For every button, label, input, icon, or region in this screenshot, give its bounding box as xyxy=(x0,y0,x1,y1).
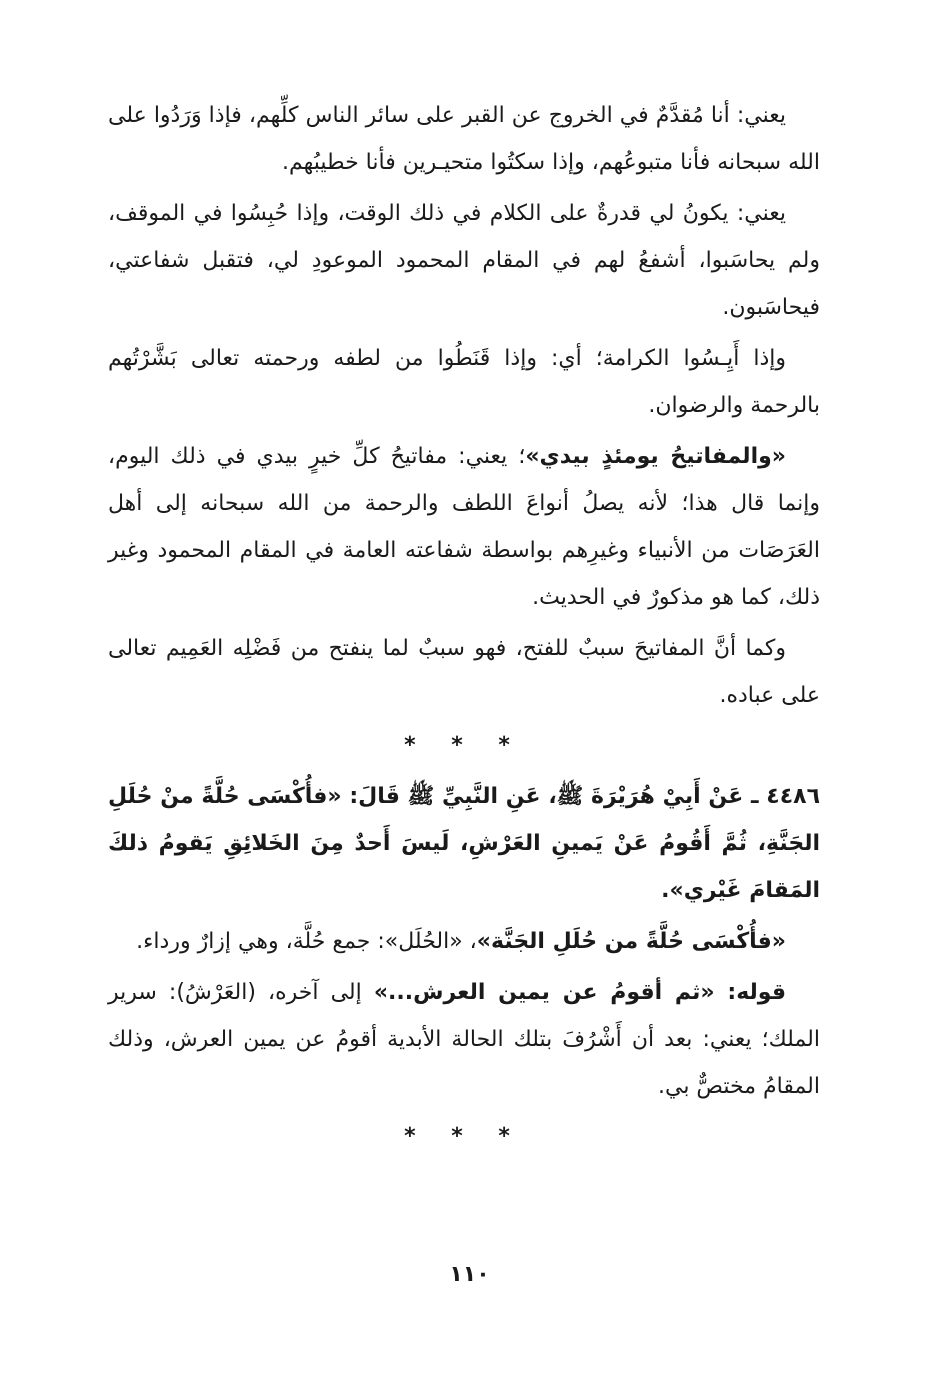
paragraph-7 xyxy=(108,969,820,1110)
quoted-phrase: «والمفاتيحُ يومئذٍ بيدي» xyxy=(525,444,786,469)
paragraph-text: ؛ يعني: مفاتيحُ كلِّ خيرٍ بيدي في ذلك اليوم، وإنما قال هذا؛ لأنه يصلُ أنواعَ اللطف والرحمة من الله سبحانه إلى أهل العَرَصَات من الأنبياء وغيرِهم بواسطة شفاعته العامة في المقام المحمود وغير ذلك، كما هو مذكورٌ في الحديث. xyxy=(108,444,820,610)
paragraph-4 xyxy=(108,433,820,621)
quoted-phrase: «فأُكْسَى حُلَّةً من حُلَلِ الجَنَّة» xyxy=(476,929,786,954)
paragraph-3: وإذا أَيِـسُوا الكرامة؛ أي: وإذا قَنَطُوا من لطفه ورحمته تعالى بَشَّرْتُهم بالرحمة والرضوان. xyxy=(108,346,820,418)
paragraph-5: وكما أنَّ المفاتيحَ سببٌ للفتح، فهو سببٌ لما ينفتح من فَضْلِه العَمِيم تعالى على عباده. xyxy=(108,636,820,708)
paragraph-label: قوله: xyxy=(714,980,786,1005)
section-separator: * * * xyxy=(404,733,524,758)
page-body xyxy=(108,92,820,1164)
paragraph-text: ، «الحُلَل»: جمع حُلَّة، وهي إزارٌ ورداء. xyxy=(136,929,477,954)
page-number: ١١٠ xyxy=(449,1262,490,1287)
paragraph-2: يعني: يكونُ لي قدرةٌ على الكلام في ذلك الوقت، وإذا حُبِسُوا في الموقف، ولم يحاسَبوا، أشفعُ لهم في المقام المحمود الموعودِ لي، فتقبل شفاعتي، فيحاسَبون. xyxy=(108,201,820,320)
paragraph-1: يعني: أنا مُقدَّمٌ في الخروج عن القبر على سائر الناس كلِّهم، فإذا وَرَدُوا على الله سبحانه فأنا متبوعُهم، وإذا سكتُوا متحيـرين فأنا خطيبُهم. xyxy=(108,103,820,175)
quoted-phrase: «ثم أقومُ عن يمين العرش...» xyxy=(373,980,715,1005)
paragraph-text: إلى آخره، (العَرْشُ): سرير الملك؛ يعني: بعد أن أَشْرُفَ بتلك الحالة الأبدية أقومُ عن يمين العرش، وذلك المقامُ مختصٌّ بي. xyxy=(108,980,820,1099)
section-separator: * * * xyxy=(404,1124,524,1149)
paragraph-6 xyxy=(108,918,820,965)
hadith-text: ٤٤٨٦ ـ عَنْ أَبِيْ هُرَيْرَةَ ﷺ، عَنِ النَّبِيِّ ﷺ قَالَ: «فأُكْسَى حُلَّةً منْ حُلَلِ الجَنَّةِ، ثُمَّ أَقُومُ عَنْ يَمينِ العَرْشِ، لَيسَ أَحدٌ مِنَ الخَلائِقِ يَقومُ ذلكَ المَقامَ غَيْري». xyxy=(108,784,820,903)
